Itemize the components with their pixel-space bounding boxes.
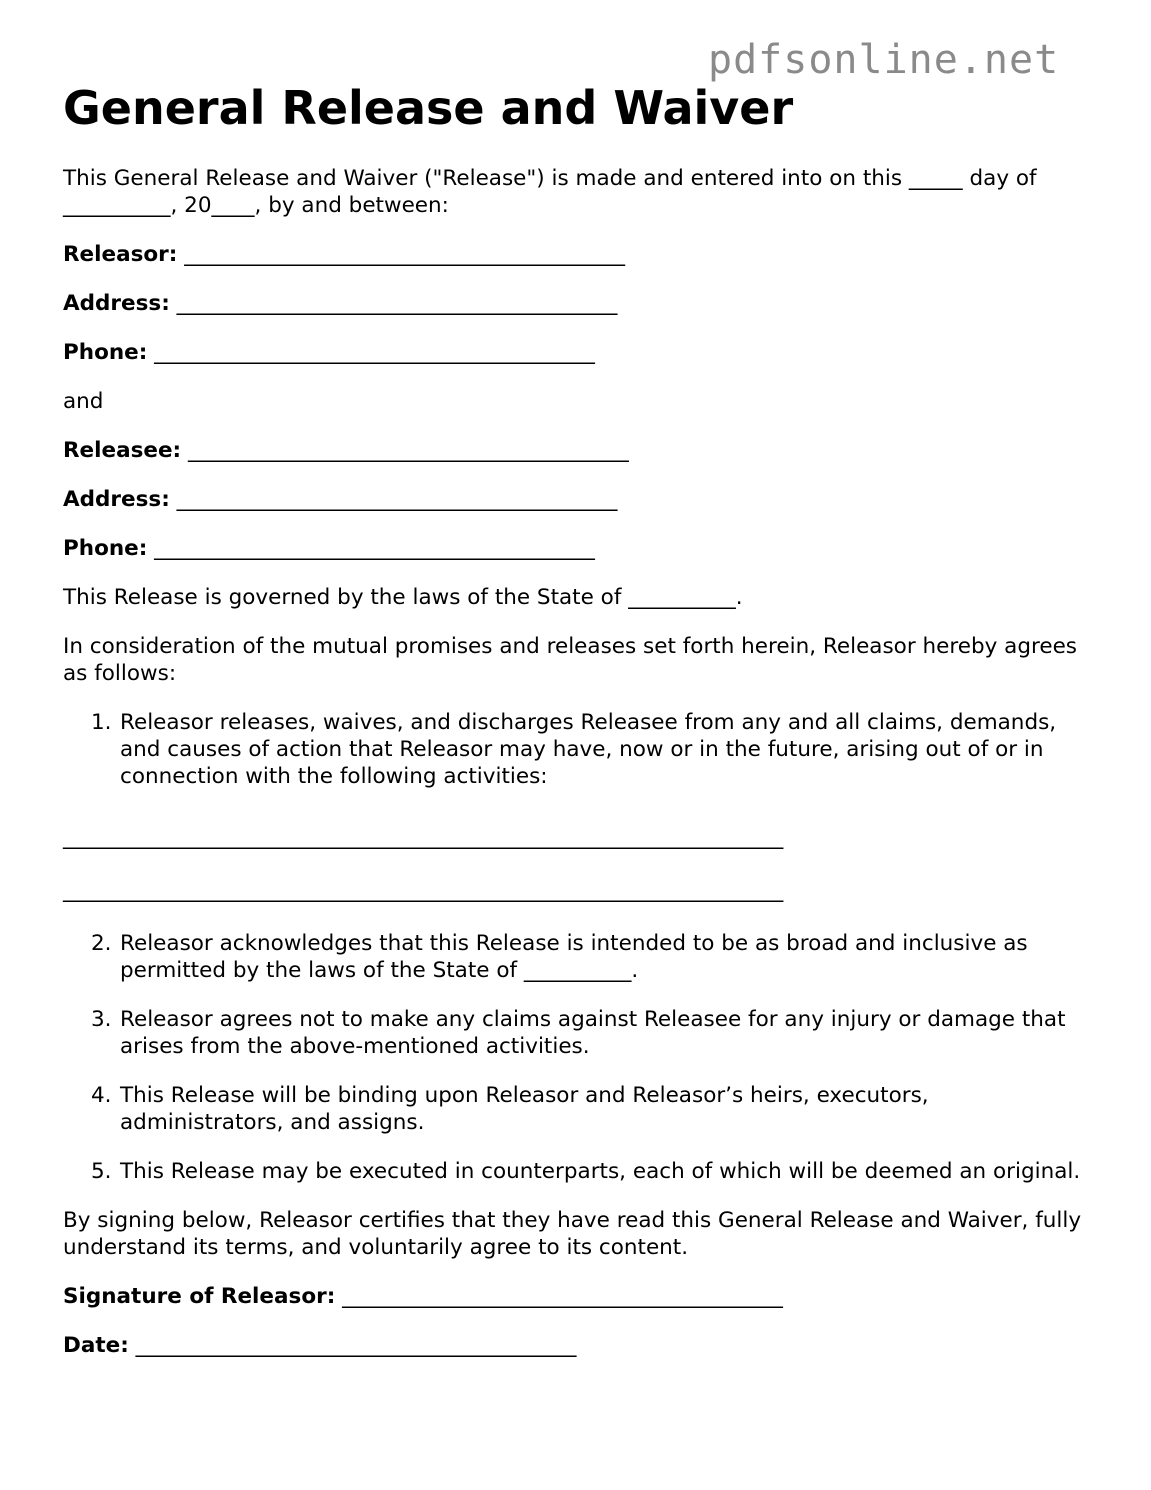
releasee-name-field[interactable] <box>63 437 1093 464</box>
list-item-number: 1. <box>91 710 112 735</box>
releasor-phone-field[interactable] <box>63 339 1093 366</box>
date-label: Date: <box>63 1333 129 1358</box>
releasor-blank: _________________________________________ <box>184 242 625 267</box>
terms-list-continued <box>63 930 1093 1185</box>
governing-law-paragraph: This Release is governed by the laws of the State of __________. <box>63 585 743 610</box>
releasor-address-field[interactable] <box>63 290 1093 317</box>
releasor-address-blank: _________________________________________ <box>176 291 618 316</box>
releasor-phone-label: Phone: <box>63 340 148 365</box>
list-item-number: 4. <box>91 1083 112 1108</box>
watermark: pdfsonline.net <box>708 37 1060 83</box>
list-item <box>63 930 1093 984</box>
releasee-address-field[interactable] <box>63 486 1093 513</box>
releasor-address-label: Address: <box>63 291 170 316</box>
releasee-address-label: Address: <box>63 487 170 512</box>
releasor-phone-blank: _________________________________________ <box>154 340 595 365</box>
closing-paragraph: By signing below, Releasor certifies that they have read this General Release and Waiver, fully understand its terms, and voluntarily agree to its content. <box>63 1208 1082 1260</box>
list-item <box>63 1158 1093 1185</box>
releasee-phone-label: Phone: <box>63 536 148 561</box>
releasee-phone-blank: _________________________________________ <box>154 536 595 561</box>
date-blank: _________________________________________ <box>135 1333 577 1358</box>
page-title: General Release and Waiver <box>63 81 794 135</box>
signature-label: Signature of Releasor: <box>63 1284 336 1309</box>
activity-line[interactable]: ___________________________________________________________________ <box>63 878 784 903</box>
list-item-text: Releasor releases, waives, and discharges Releasee from any and all claims, demands, and causes of action that Releasor may have, now or in the future, arising out of or in connection with the following activities: <box>120 710 1057 789</box>
list-item-number: 2. <box>91 931 112 956</box>
releasor-label: Releasor: <box>63 242 178 267</box>
consideration-paragraph: In consideration of the mutual promises and releases set forth herein, Releasor hereby agrees as follows: <box>63 634 1078 686</box>
list-item <box>63 709 1093 790</box>
list-item <box>63 1082 1093 1136</box>
intro-paragraph: This General Release and Waiver ("Release") is made and entered into on this _____ day of __________, 20____, by and between: <box>63 166 1037 218</box>
list-item-text: This Release may be executed in counterparts, each of which will be deemed an original. <box>120 1159 1081 1184</box>
and-text: and <box>63 389 104 414</box>
document-body <box>63 165 1093 1381</box>
releasor-name-field[interactable] <box>63 241 1093 268</box>
releasee-address-blank: _________________________________________ <box>176 487 618 512</box>
date-field[interactable] <box>63 1332 1093 1359</box>
terms-list <box>63 709 1093 790</box>
list-item-number: 3. <box>91 1007 112 1032</box>
releasee-phone-field[interactable] <box>63 535 1093 562</box>
list-item <box>63 1006 1093 1060</box>
releasee-label: Releasee: <box>63 438 182 463</box>
list-item-text: This Release will be binding upon Releasor and Releasor’s heirs, executors, administrators, and assigns. <box>120 1083 929 1135</box>
list-item-text: Releasor agrees not to make any claims against Releasee for any injury or damage that arises from the above-mentioned activities. <box>120 1007 1066 1059</box>
signature-field[interactable] <box>63 1283 1093 1310</box>
signature-blank: _________________________________________ <box>342 1284 783 1309</box>
activity-line[interactable]: ___________________________________________________________________ <box>63 825 784 850</box>
releasee-blank: _________________________________________ <box>188 438 629 463</box>
list-item-text: Releasor acknowledges that this Release is intended to be as broad and inclusive as permitted by the laws of the State of __________. <box>120 931 1028 983</box>
list-item-number: 5. <box>91 1159 112 1184</box>
